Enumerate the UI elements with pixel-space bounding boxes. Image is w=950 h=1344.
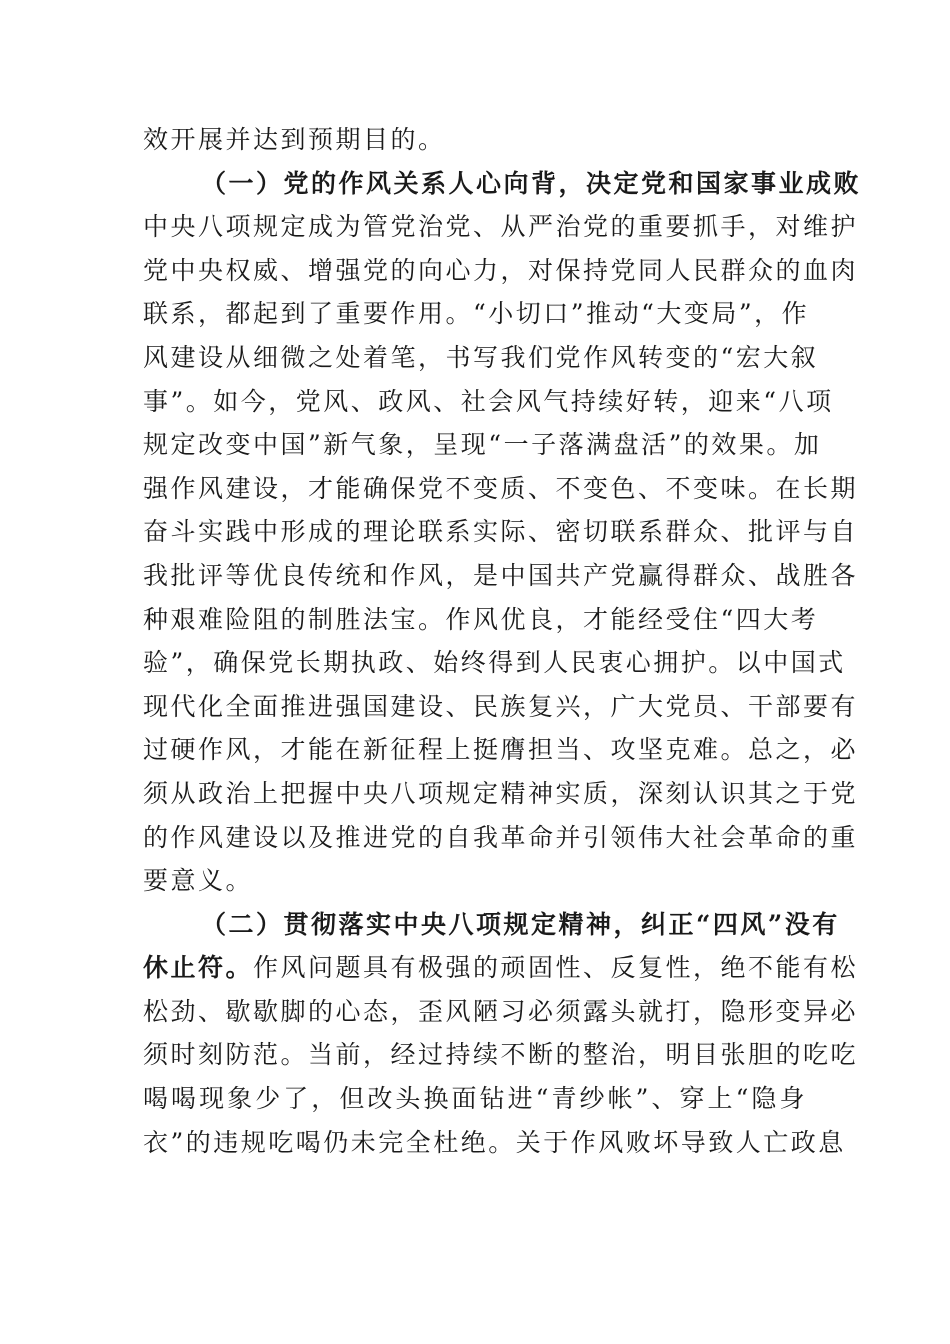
paragraph-line-text: 作风问题具有极强的顽固性、反复性，绝不能有松	[253, 953, 859, 983]
paragraph-line: 须时刻防范。当前，经过持续不断的整治，明目张胆的吃吃	[143, 1040, 859, 1070]
document-body	[143, 118, 862, 1164]
paragraph-line: 松劲、歇歇脚的心态，歪风陋习必须露头就打，隐形变异必	[143, 996, 859, 1026]
section-heading-1: （一）党的作风关系人心向背，决定党和国家事业成败	[201, 168, 862, 198]
paragraph-line: 事”。如今，党风、政风、社会风气持续好转，迎来“八项	[143, 386, 834, 416]
paragraph-line: 要意义。	[143, 866, 254, 896]
paragraph-line: 强作风建设，才能确保党不变质、不变色、不变味。在长期	[143, 473, 859, 503]
paragraph-line: 验”，确保党长期执政、始终得到人民衷心拥护。以中国式	[143, 648, 846, 678]
paragraph-line: 效开展并达到预期目的。	[143, 125, 446, 154]
section-heading-2: （二）贯彻落实中央八项规定精神，纠正“四风”没有	[201, 909, 840, 939]
paragraph-line: 喝喝现象少了，但改头换面钻进“青纱帐”、穿上“隐身	[143, 1084, 807, 1114]
paragraph-line: 奋斗实践中形成的理论联系实际、密切联系群众、批评与自	[143, 517, 859, 547]
paragraph-line: 联系，都起到了重要作用。“小切口”推动“大变局”，作	[143, 299, 810, 329]
paragraph-line: 现代化全面推进强国建设、民族复兴，广大党员、干部要有	[143, 691, 859, 721]
section-heading-2-end: 休止符。	[143, 953, 254, 983]
paragraph-line: 党中央权威、增强党的向心力，对保持党同人民群众的血肉	[143, 255, 859, 285]
paragraph-line: 的作风建设以及推进党的自我革命并引领伟大社会革命的重	[143, 822, 859, 852]
paragraph-line: 须从政治上把握中央八项规定精神实质，深刻认识其之于党	[143, 778, 859, 808]
paragraph-line: 衣”的违规吃喝仍未完全杜绝。关于作风败坏导致人亡政息	[143, 1127, 846, 1157]
paragraph-line: 过硬作风，才能在新征程上挺膺担当、攻坚克难。总之，必	[143, 735, 859, 765]
paragraph-line: 风建设从细微之处着笔，书写我们党作风转变的“宏大叙	[143, 342, 819, 372]
paragraph-line: 种艰难险阻的制胜法宝。作风优良，才能经受住“四大考	[143, 604, 819, 634]
paragraph-line: 我批评等优良传统和作风，是中国共产党赢得群众、战胜各	[143, 560, 859, 590]
paragraph-line: 规定改变中国”新气象，呈现“一子落满盘活”的效果。加	[143, 430, 822, 460]
paragraph-line: 中央八项规定成为管党治党、从严治党的重要抓手，对维护	[143, 212, 859, 242]
paragraph-line	[143, 946, 859, 990]
